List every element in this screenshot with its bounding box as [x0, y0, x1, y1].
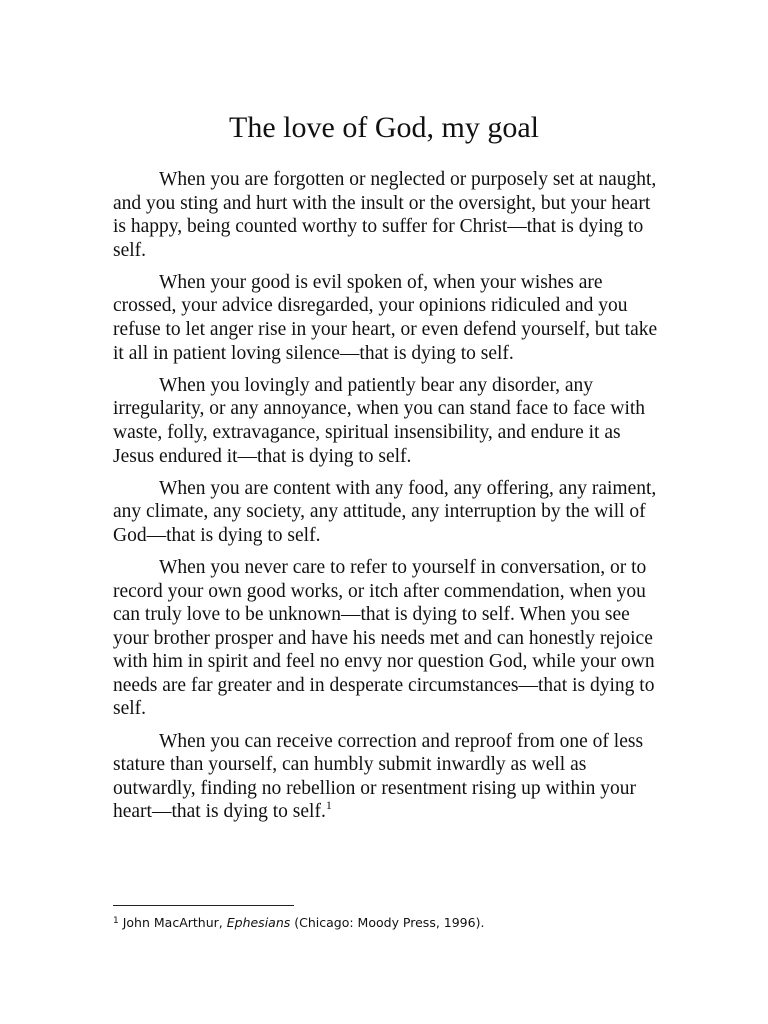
paragraph-5: When you never care to refer to yourself in conversation, or to record your own good works, or itch after commendation, when you can truly love to be unknown—that is dying to self. When you see your brother prosper and have his needs met and can honestly rejoice with him in spirit and feel no envy nor question God, while your own needs are far greater and in desperate circumstances—that is dying to self. — [113, 556, 655, 720]
paragraph-3: When you lovingly and patiently bear any disorder, any irregularity, or any annoyance, when you can stand face to face with waste, folly, extravagance, spiritual insensibility, and endure it as Jesus endured it—that is dying to self. — [113, 374, 646, 467]
footnote-book-title: Ephesians — [226, 915, 291, 930]
footnote-author: John MacArthur, — [122, 915, 223, 930]
footnote-reference[interactable]: 1 — [325, 798, 332, 813]
footnote-number: 1 — [113, 916, 119, 926]
footnote-divider — [113, 905, 294, 906]
paragraph-6 — [113, 730, 661, 824]
footnote — [113, 914, 673, 932]
body-text — [113, 168, 661, 832]
footnote-publication: (Chicago: Moody Press, 1996). — [294, 915, 485, 930]
page-title: The love of God, my goal — [229, 111, 539, 144]
paragraph-2: When your good is evil spoken of, when your wishes are crossed, your advice disregarded, your opinions ridiculed and you refuse to let anger rise in your heart, or even defend yourself, but take it all in patient loving silence—that is dying to self. — [113, 271, 658, 364]
paragraph-1: When you are forgotten or neglected or purposely set at naught, and you sting and hurt with the insult or the oversight, but your heart is happy, being counted worthy to suffer for Christ—that is dying to self. — [113, 169, 657, 261]
paragraph-4: When you are content with any food, any offering, any raiment, any climate, any society, any attitude, any interruption by the will of God—that is dying to self. — [113, 477, 657, 546]
paragraph-6-text: When you can receive correction and reproof from one of less stature than yourself, can humbly submit inwardly as well as outwardly, finding no rebellion or resentment rising up within your heart—that is dying to self. — [113, 730, 644, 823]
